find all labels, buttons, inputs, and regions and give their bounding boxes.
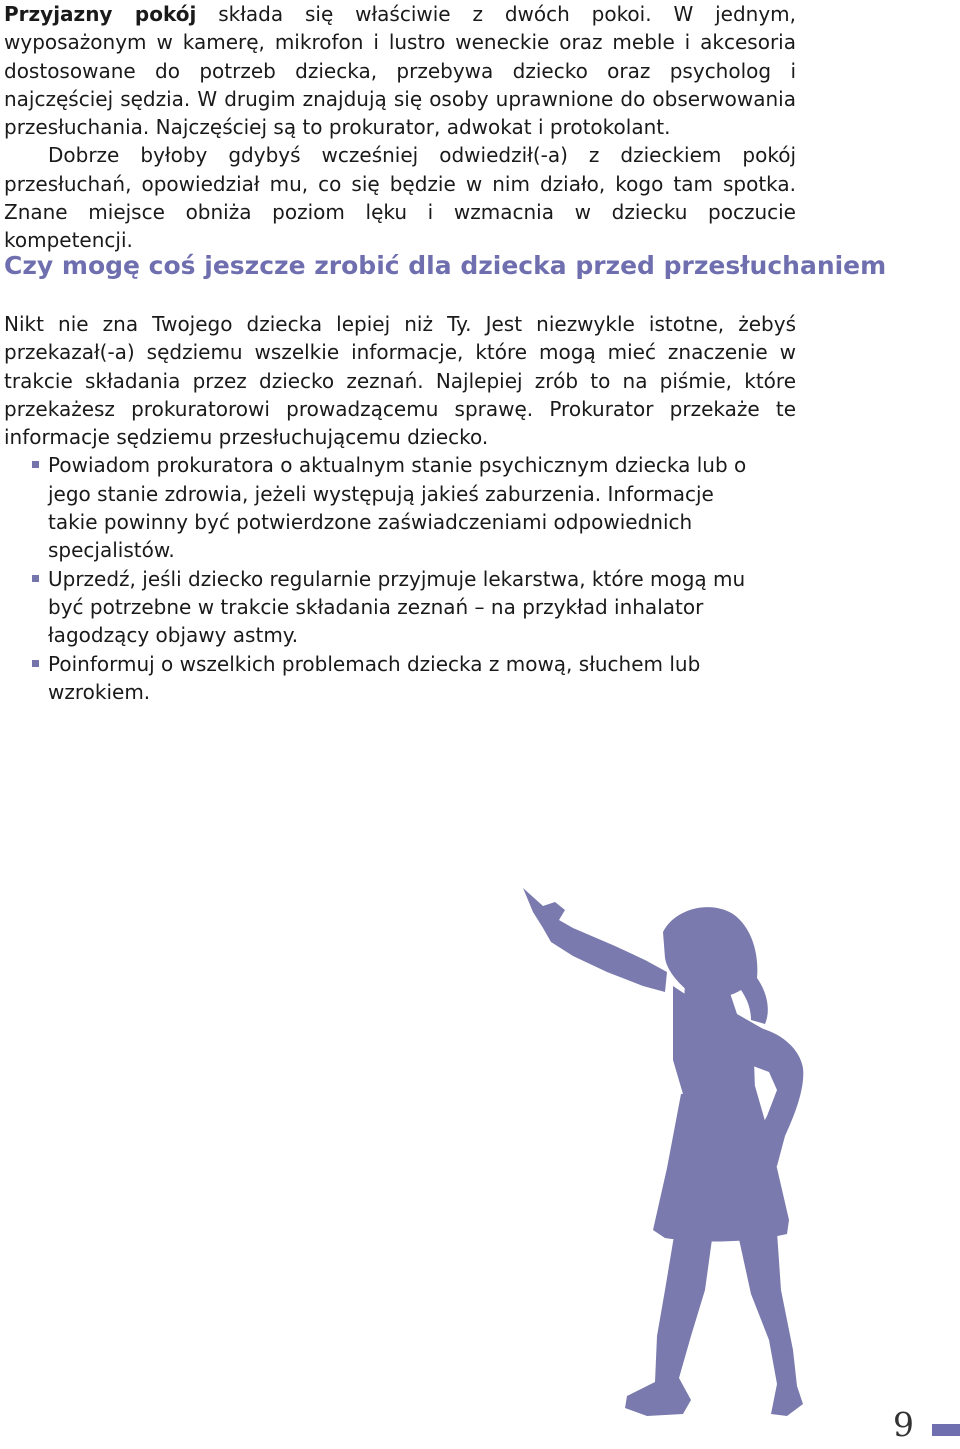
list-item-text: Poinformuj o wszelkich problemach dziecka z mową, słuchem lub wzrokiem. (48, 651, 701, 704)
list-item (4, 650, 768, 707)
bullet-square-icon (32, 461, 39, 468)
section-body (4, 310, 796, 706)
child-pointing-silhouette-icon (515, 880, 815, 1430)
intro-paragraph-1-text: składa się właściwie z dwóch pokoi. W jednym, wyposażonym w kamerę, mikrofon i lustro weneckie oraz meble i akcesoria dostosowane do potrzeb dziecka, przebywa dziecko oraz psycholog i najczęściej sędzia. W drugim znajdują się osoby uprawnione do obserwowania przesłuchania. Najczęściej są to prokurator, adwokat i protokolant. (4, 2, 796, 140)
page-number: 9 (893, 1405, 914, 1444)
intro-paragraph-2: Dobrze byłoby gdybyś wcześniej odwiedził(-a) z dzieckiem pokój przesłuchań, opowiedział mu, co się będzie w nim działo, kogo tam spotka. Znane miejsce obniża poziom lęku i wzmacnia w dziecku poczucie kompetencji. (4, 143, 796, 253)
list-item (4, 451, 768, 564)
bullet-list (4, 451, 796, 706)
list-item (4, 565, 768, 650)
section-paragraph: Nikt nie zna Twojego dziecka lepiej niż Ty. Jest niezwykle istotne, żebyś przekazał(-a) sędziemu wszelkie informacje, które mogą mieć znaczenie w trakcie składania przez dziecko zeznań. Najlepiej zrób to na piśmie, które przekażesz prokuratorowi prowadzącemu sprawę. Prokurator przekaże te informacje sędziemu przesłuchującemu dziecko. (4, 312, 796, 450)
bullet-square-icon (32, 575, 39, 582)
bullet-square-icon (32, 660, 39, 667)
page-accent-bar (932, 1424, 960, 1436)
silhouette-shape (523, 888, 803, 1416)
list-item-text: Powiadom prokuratora o aktualnym stanie psychicznym dziecka lub o jego stanie zdrowia, jeżeli występują jakieś zaburzenia. Informacje takie powinny być potwierdzone zaświadczeniami odpowiednich specjalistów. (48, 453, 747, 563)
intro-paragraph-1 (4, 0, 796, 141)
intro-text (4, 0, 796, 255)
term-przyjazny-pokoj: Przyjazny pokój (4, 2, 197, 26)
section-heading: Czy mogę coś jeszcze zrobić dla dziecka przed przesłuchaniem (4, 251, 887, 280)
list-item-text: Uprzedź, jeśli dziecko regularnie przyjmuje lekarstwa, które mogą mu być potrzebne w trakcie składania zeznań – na przykład inhalator łagodzący objawy astmy. (48, 566, 746, 648)
